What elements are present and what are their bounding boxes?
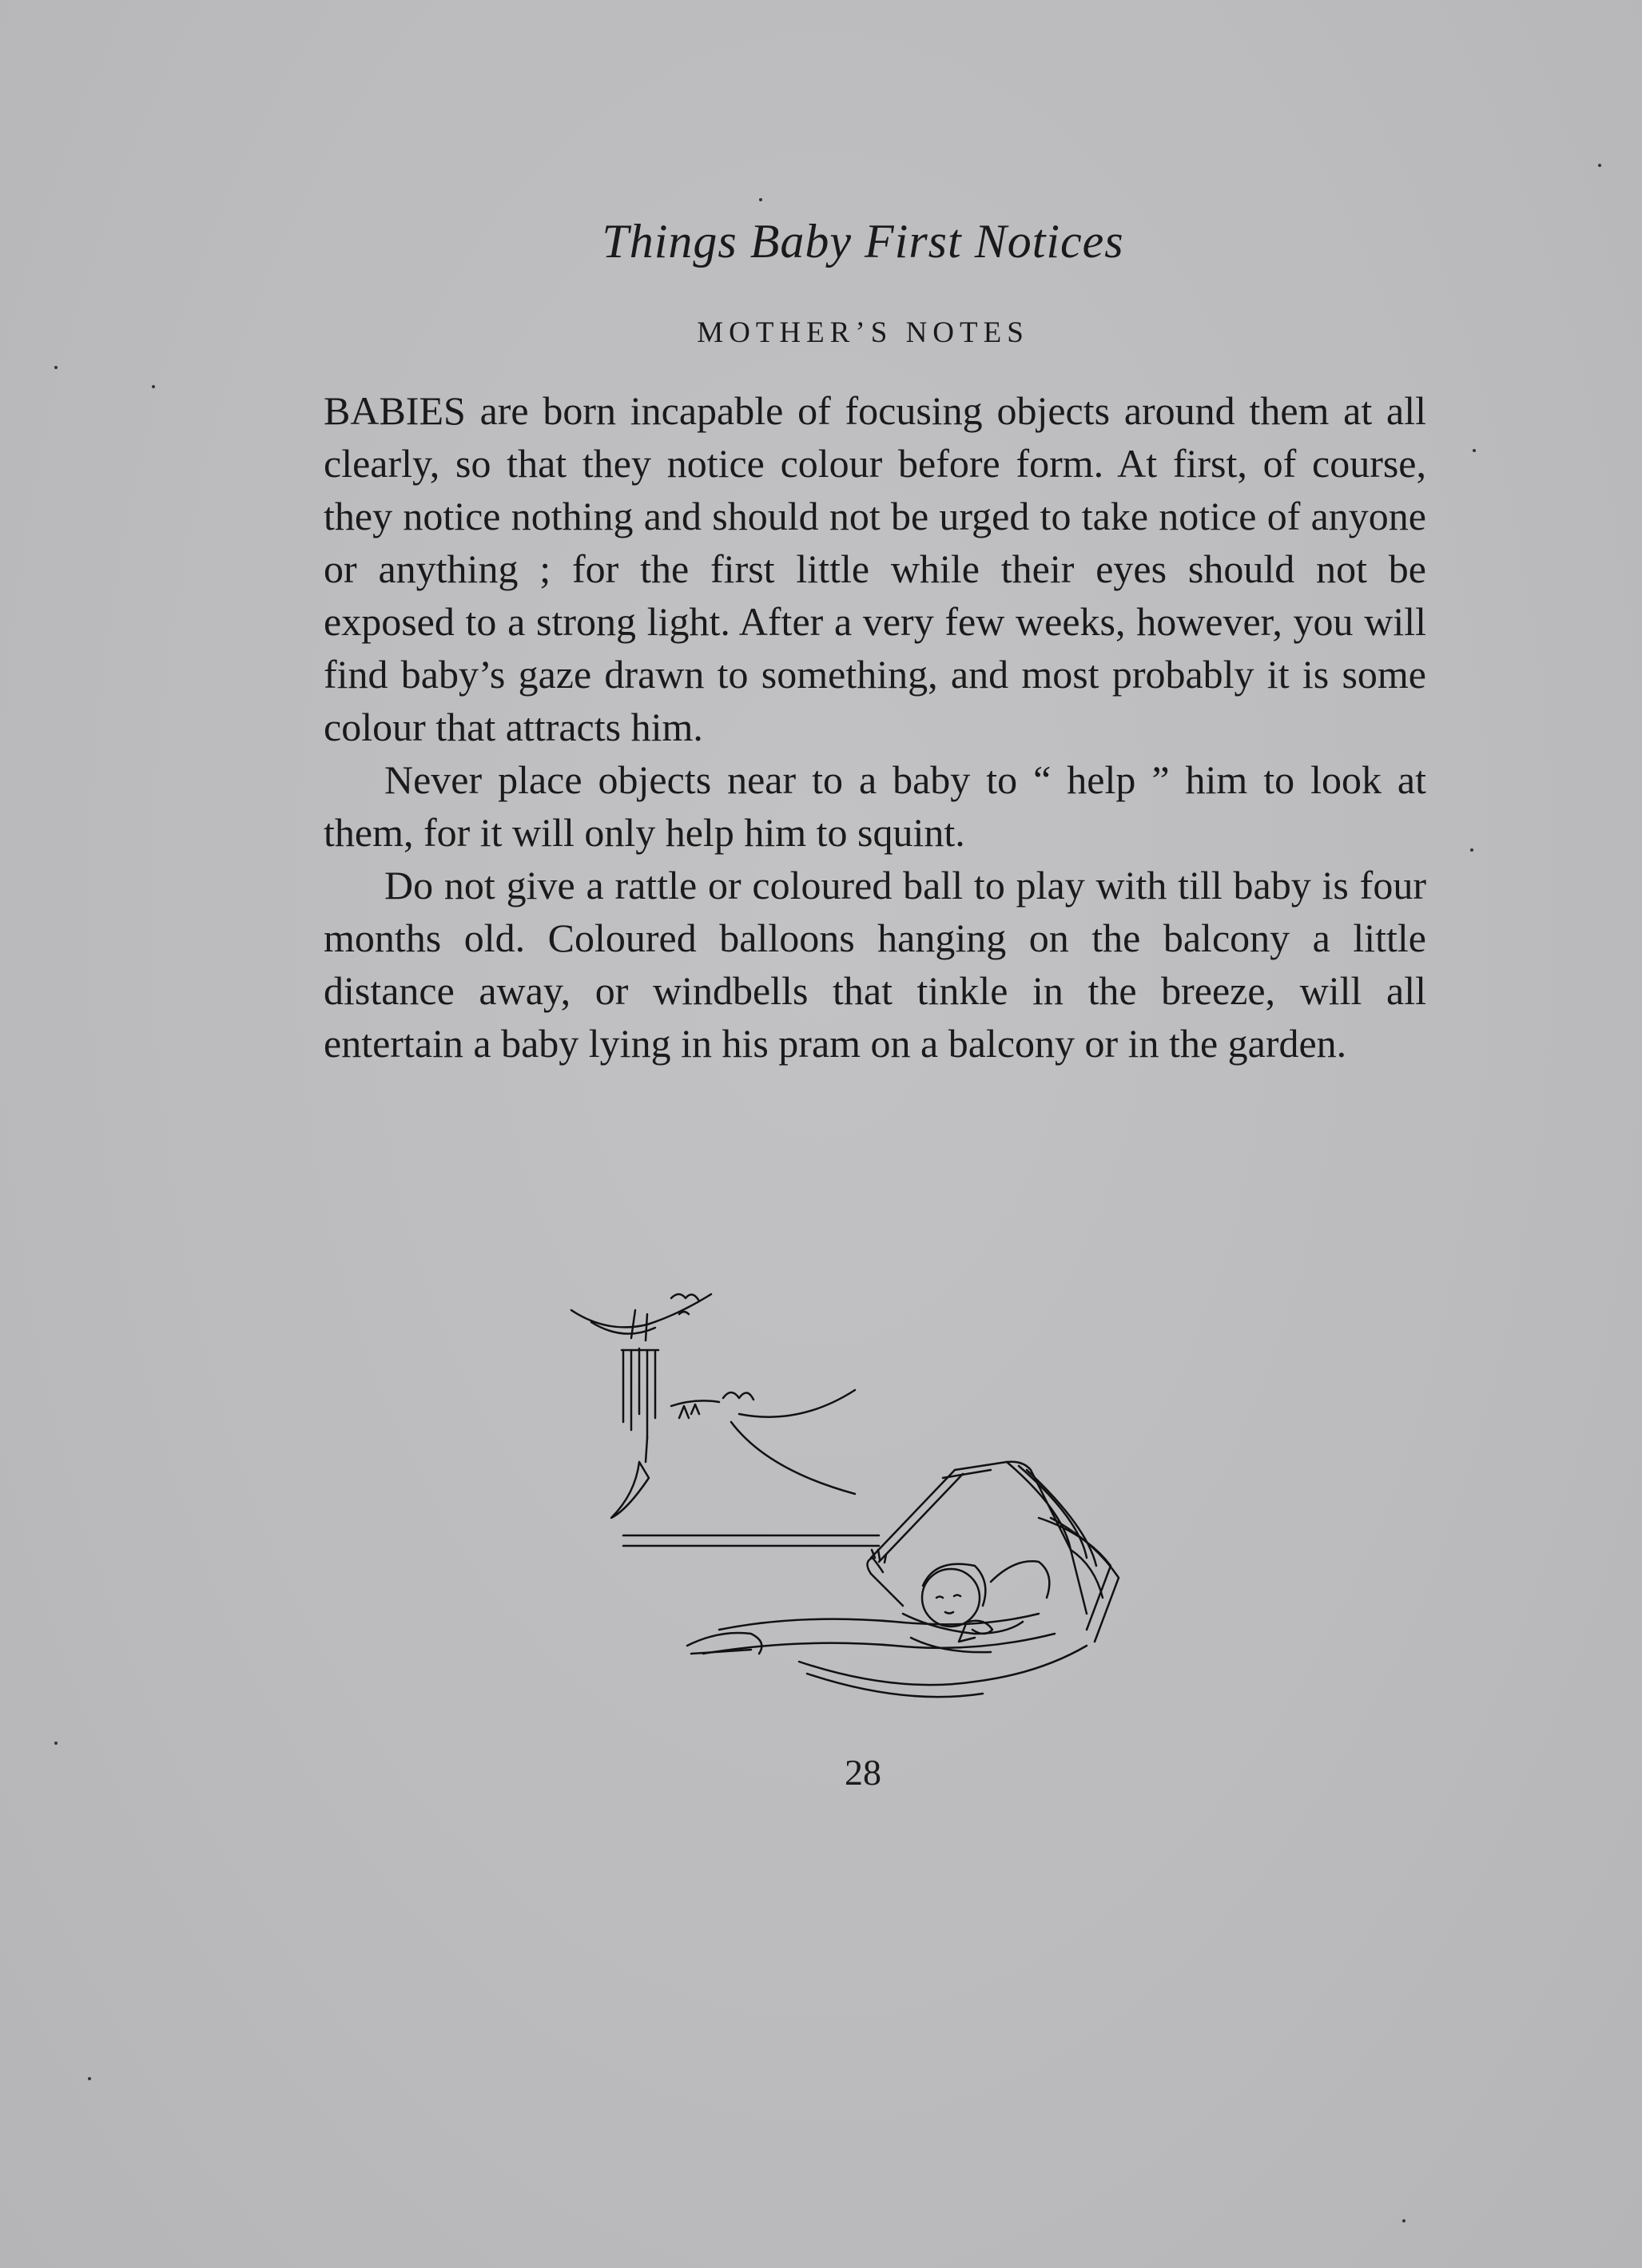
paper-speck <box>1402 2219 1405 2222</box>
baby-icon <box>867 1550 1049 1652</box>
paper-speck <box>88 2077 91 2080</box>
pram-icon <box>687 1462 1119 1697</box>
section-subtitle: MOTHER’S NOTES <box>697 316 1029 349</box>
paragraph-2: Never place objects near to a baby to “ help ” him to look at them, for it will only help him to squint. <box>324 757 1426 855</box>
paper-speck <box>1598 164 1601 167</box>
paragraph-1: BABIES are born incapable of focusing objects around them at all clearly, so that they notice colour before form. At first, of course, they notice nothing and should not be urged to take notice of anyone or anything ; for the first little while their eyes should not be exposed to a strong light. After a very few weeks, however, you will find baby’s gaze drawn to something, and most probably it is some colour that attracts him. <box>324 388 1426 749</box>
paragraph-3: Do not give a rattle or coloured ball to play with till baby is four months old. Coloured balloons hanging on the balcony a little distance away, or windbells that tinkle in the breeze, will all entertain a baby lying in his pram on a balcony or in the garden. <box>324 863 1426 1066</box>
baby-in-pram-illustration <box>559 1278 1183 1742</box>
body-text <box>324 384 1426 1070</box>
paper-speck <box>54 366 58 369</box>
windbell-icon <box>571 1294 711 1518</box>
balloon-string-icon <box>671 1390 855 1494</box>
paper-speck <box>152 385 155 388</box>
paper-speck <box>54 1742 58 1745</box>
balcony-rail-icon <box>623 1535 879 1546</box>
paper-speck <box>1470 848 1473 852</box>
paper-speck <box>759 198 762 201</box>
paper-speck <box>1473 449 1476 452</box>
page-number: 28 <box>845 1752 881 1793</box>
page-title: Things Baby First Notices <box>602 215 1124 268</box>
